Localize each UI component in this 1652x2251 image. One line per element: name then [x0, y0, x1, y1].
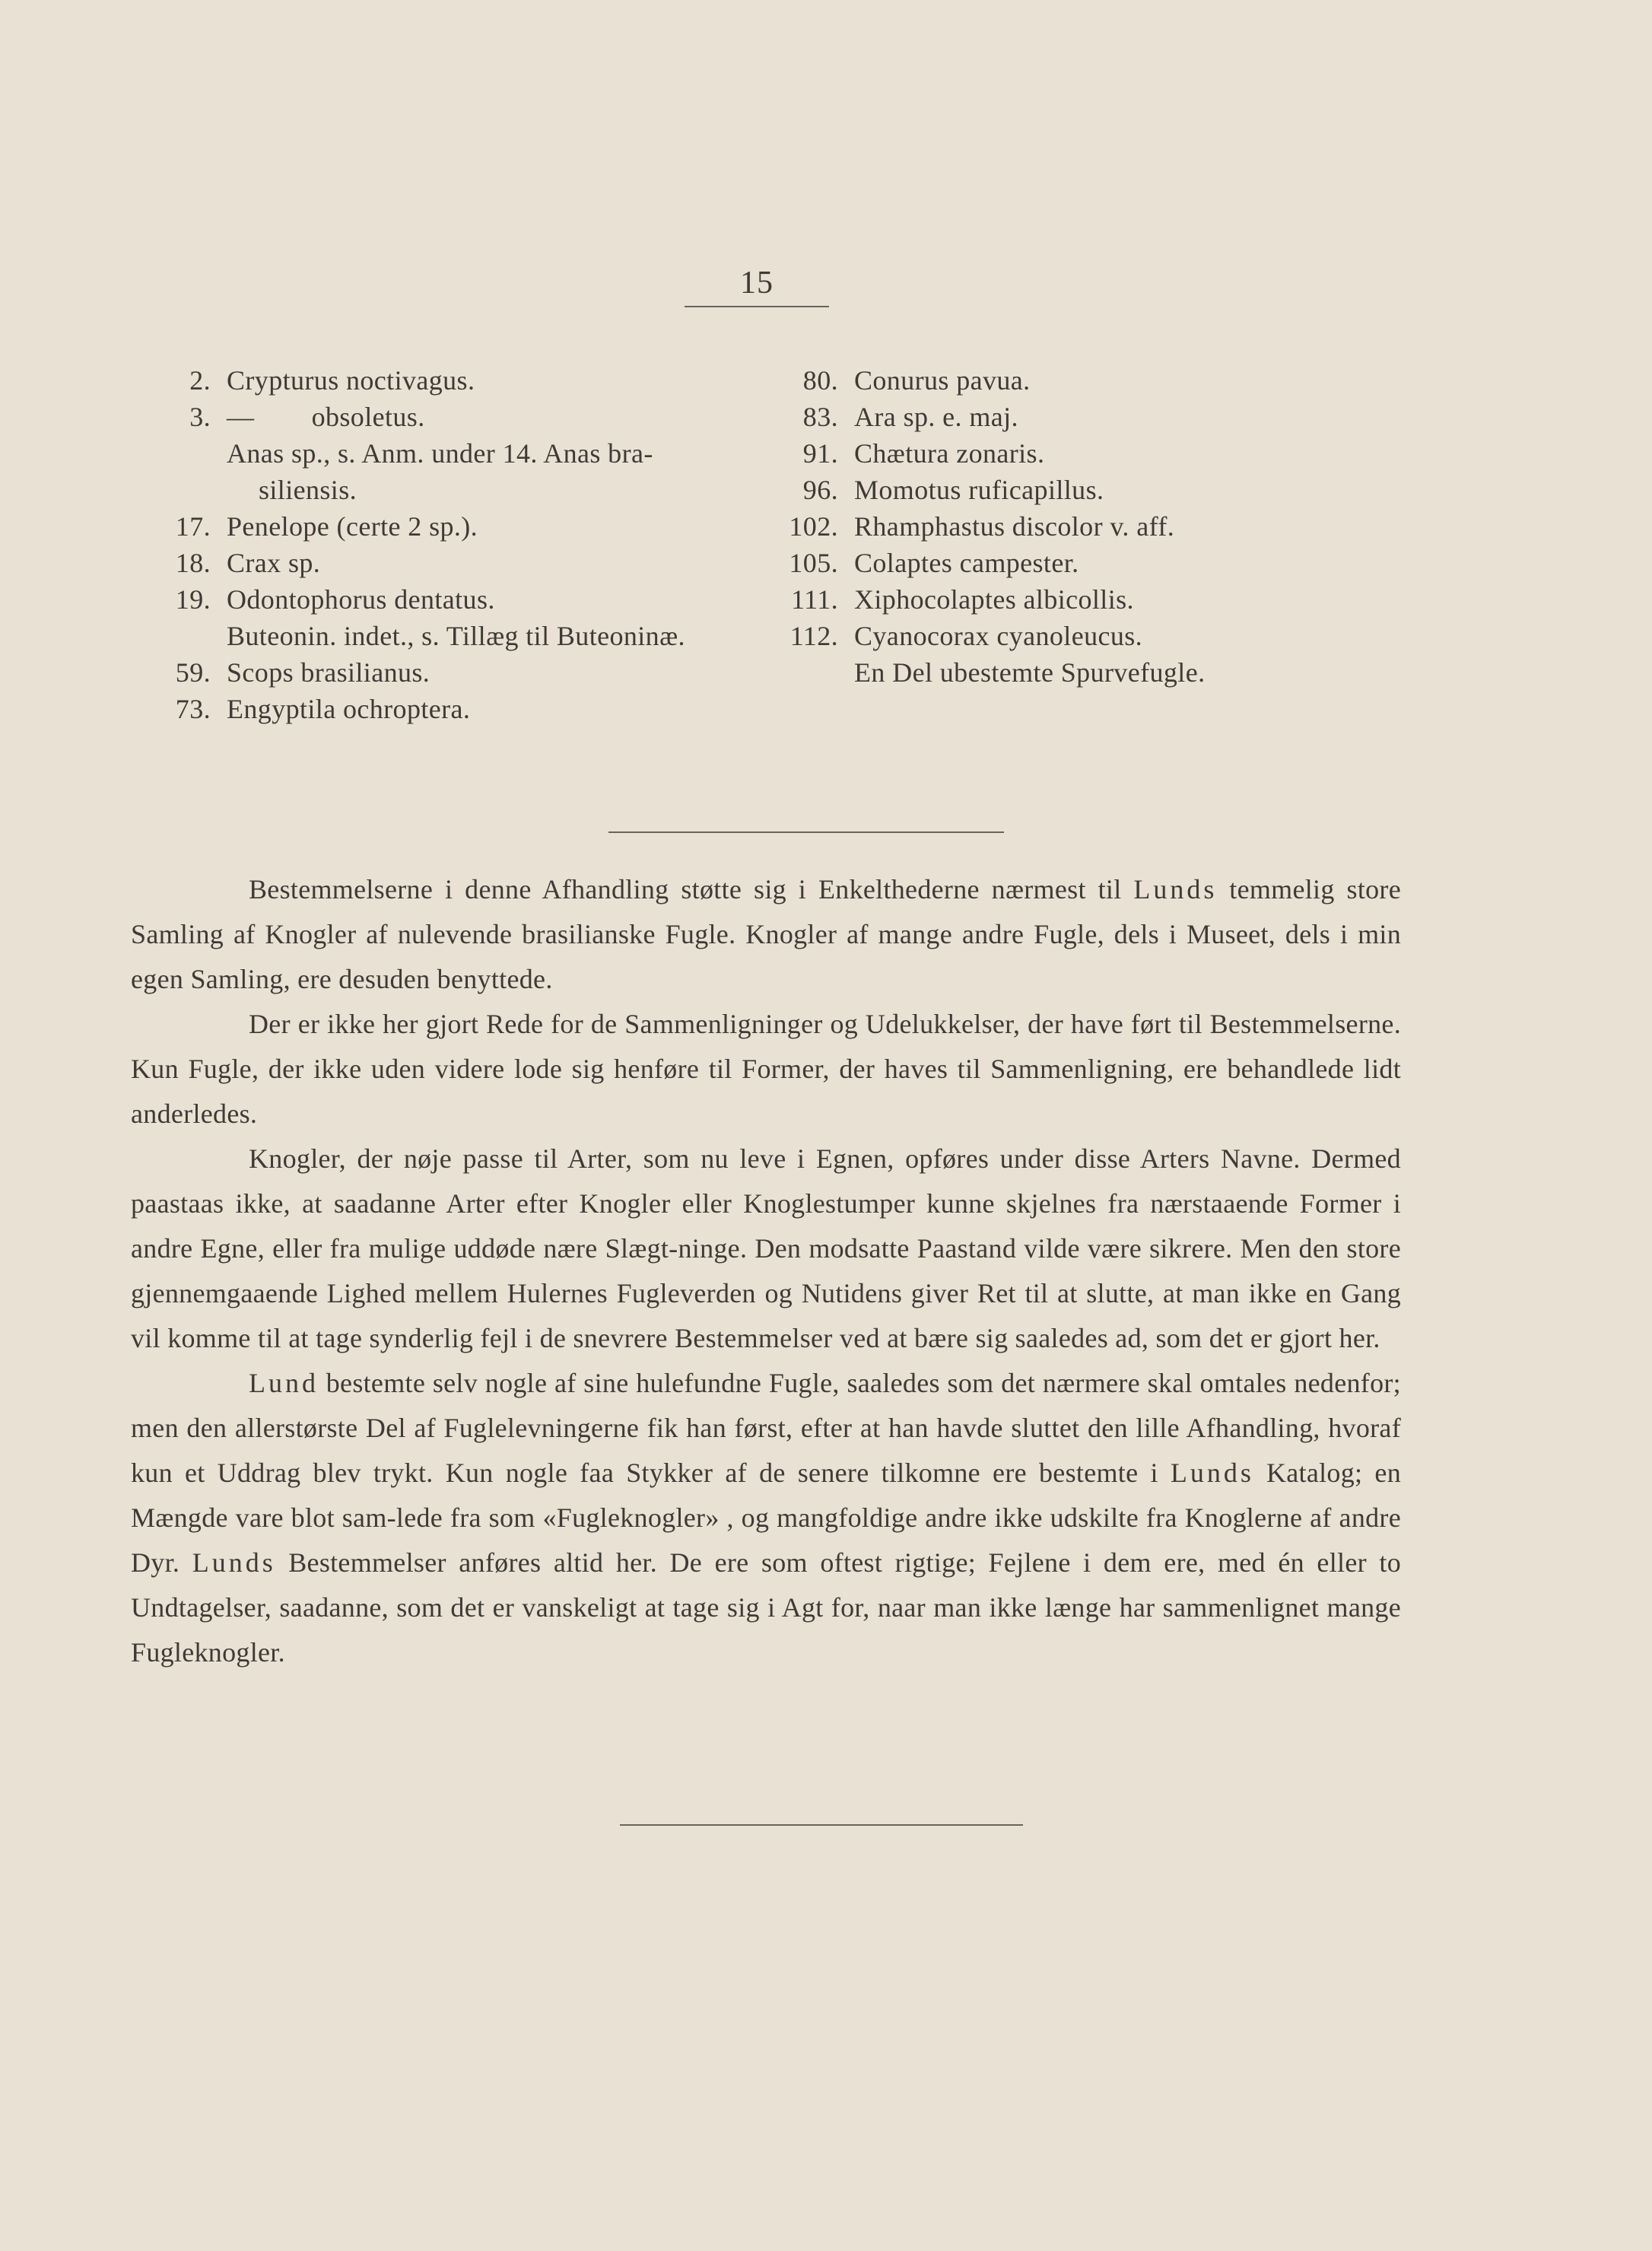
species-entry: [141, 618, 772, 654]
species-number: 112.: [789, 621, 838, 651]
species-entry: [768, 472, 1361, 508]
species-number: 96.: [802, 475, 838, 505]
species-entry: [141, 435, 772, 472]
species-number: 91.: [802, 438, 838, 469]
species-number: 73.: [175, 694, 211, 724]
species-entry: [141, 399, 772, 435]
species-name: Momotus ruficapillus.: [854, 475, 1104, 505]
species-number: 105.: [789, 548, 838, 578]
species-name: Anas sp., s. Anm. under 14. Anas bra-: [227, 438, 653, 469]
body-text: [131, 867, 1401, 1675]
species-number: 111.: [791, 584, 838, 615]
species-name: En Del ubestemte Spurvefugle.: [854, 657, 1206, 688]
species-entry: [141, 545, 772, 581]
text-run: Bestemmelser anføres altid her. De ere som oftest rigtige; Fejlene i dem ere, med én eller to Undtagelser, saadanne, som det er vanskeligt at tage sig i Agt for, naar man ikke længe har sammenlignet mange Fugleknogler.: [131, 1547, 1401, 1668]
species-entry: [141, 654, 772, 691]
species-name: Buteonin. indet., s. Tillæg til Buteoninæ.: [227, 621, 685, 651]
species-number: 83.: [802, 402, 838, 432]
species-list-right: [768, 362, 1361, 691]
species-name: Chætura zonaris.: [854, 438, 1045, 469]
species-name: Rhamphastus discolor v. aff.: [854, 511, 1175, 542]
species-number: 59.: [175, 657, 211, 688]
text-run: Knogler, der nøje passe til Arter, som nu leve i Egnen, opføres under disse Arters Navne. Dermed paastaas ikke, at saadanne Arter efter Knogler eller Knoglestumper kunne skjelnes fra nærstaaende Former i andre Egne, eller fra mulige uddøde nære Slægt-ninge. Den modsatte Paastand vilde være sikrere. Men den store gjennemgaaende Lighed mellem Hulernes Fugleverden og Nutidens giver Ret til at slutte, at man ikke en Gang vil komme til at tage synderlig fejl i de snevrere Bestemmelser ved at bære sig saaledes ad, som det er gjort her.: [131, 1143, 1401, 1353]
name-spaced: Lunds: [1170, 1458, 1254, 1488]
species-number: 2.: [189, 365, 211, 396]
species-name: Penelope (certe 2 sp.).: [227, 511, 478, 542]
section-divider: [608, 831, 1004, 833]
text-run: Katalog; en Mængde vare blot sam-lede fra som «Fugleknogler» , og mangfoldige andre ikke udskilte fra Knoglerne af andre Dyr.: [131, 1458, 1401, 1578]
species-name: Cyanocorax cyanoleucus.: [854, 621, 1143, 651]
species-name: — obsoletus.: [227, 402, 425, 432]
species-name: siliensis.: [259, 475, 357, 505]
paragraph: [131, 1002, 1401, 1137]
name-spaced: Lunds: [192, 1547, 276, 1578]
text-run: temmelig store Samling af Knogler af nulevende brasilianske Fugle. Knogler af mange andre Fugle, dels i Museet, dels i min egen Samling, ere desuden benyttede.: [131, 874, 1401, 994]
species-entry: [768, 362, 1361, 399]
paragraph: [131, 867, 1401, 1002]
species-name: Crax sp.: [227, 548, 321, 578]
species-name: Odontophorus dentatus.: [227, 584, 495, 615]
text-run: Der er ikke her gjort Rede for de Sammenligninger og Udelukkelser, der have ført til Bestemmelserne. Kun Fugle, der ikke uden videre lode sig henføre til Former, der haves til Sammenligning, ere behandlede lidt anderledes.: [131, 1009, 1401, 1129]
species-name: Ara sp. e. maj.: [854, 402, 1018, 432]
species-entry: [768, 508, 1361, 545]
species-entry: [141, 691, 772, 727]
species-entry: [141, 581, 772, 618]
species-name: Conurus pavua.: [854, 365, 1031, 396]
species-name: Colaptes campester.: [854, 548, 1079, 578]
species-entry: [768, 618, 1361, 654]
name-spaced: Lund: [249, 1368, 319, 1398]
species-entry: [768, 654, 1361, 691]
species-number: 102.: [789, 511, 838, 542]
name-spaced: Lunds: [1133, 874, 1218, 905]
text-run: Bestemmelserne i denne Afhandling støtte sig i Enkelthederne nærmest til: [249, 874, 1134, 905]
species-entry: [768, 435, 1361, 472]
species-entry: [141, 362, 772, 399]
species-entry: [768, 399, 1361, 435]
species-entry: [141, 472, 772, 508]
species-entry: [141, 508, 772, 545]
page-number: 15: [740, 265, 774, 300]
paragraph: [131, 1361, 1401, 1675]
text-run: bestemte selv nogle af sine hulefundne Fugle, saaledes som det nærmere skal omtales nedenfor; men den allerstørste Del af Fuglelevningerne fik han først, efter at han havde sluttet den lille Afhandling, hvoraf kun et Uddrag blev trykt. Kun nogle faa Stykker af de senere tilkomne ere bestemte i: [131, 1368, 1401, 1488]
species-number: 3.: [189, 402, 211, 432]
species-entry: [768, 545, 1361, 581]
species-name: Scops brasilianus.: [227, 657, 430, 688]
species-name: Xiphocolaptes albicollis.: [854, 584, 1134, 615]
species-name: Crypturus noctivagus.: [227, 365, 475, 396]
species-name: Engyptila ochroptera.: [227, 694, 471, 724]
species-number: 17.: [175, 511, 211, 542]
species-number: 18.: [175, 548, 211, 578]
page-number-underline: [685, 306, 829, 307]
paragraph: [131, 1137, 1401, 1361]
species-entry: [768, 581, 1361, 618]
species-number: 80.: [802, 365, 838, 396]
species-list-left: [141, 362, 772, 727]
species-number: 19.: [175, 584, 211, 615]
end-divider: [620, 1824, 1023, 1826]
